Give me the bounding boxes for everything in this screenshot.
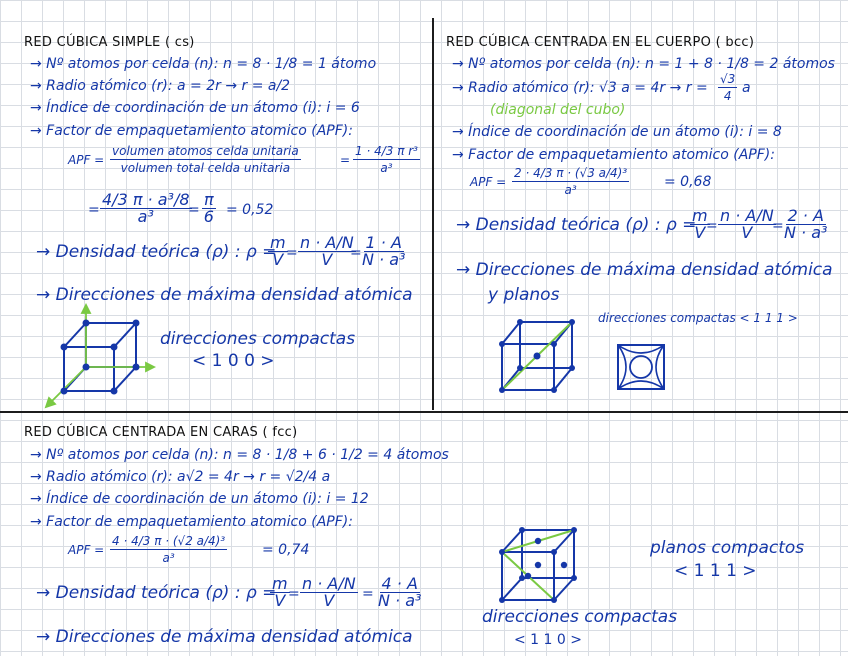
fcc-compact-directions-label: direcciones compactas	[482, 607, 678, 627]
bcc-atoms-per-cell: → Nº atomos por celda (n): n = 1 + 8 · 1/8 = 2 átomos	[452, 56, 835, 72]
bcc-coordination-index: → Índice de coordinación de un átomo (i): i = 8	[452, 124, 782, 140]
sc-unit-cell-diagram	[38, 305, 158, 405]
sc-density-f2	[298, 233, 356, 269]
sc-density-f3-den: N · a³	[362, 250, 406, 269]
sc-density-f2-den: V	[321, 250, 333, 269]
bcc-atomic-radius: → Radio atómico (r): √3 a = 4r → r =	[452, 80, 708, 96]
bcc-radius-fraction	[718, 72, 737, 103]
fcc-density-label: → Densidad teórica (ρ) : ρ =	[36, 583, 277, 603]
bcc-apf-eq: APF =	[470, 175, 507, 189]
sc-apf2-pi-num: π	[204, 190, 214, 209]
sc-compact-directions-label: direcciones compactas	[160, 329, 356, 349]
sc-apf2-eq: =	[88, 202, 100, 218]
fcc-atomic-radius: → Radio atómico (r): a√2 = 4r → r = √2/4 a	[30, 469, 331, 485]
fcc-density-f2-num: n · A/N	[302, 574, 356, 593]
fcc-compact-directions-value: < 1 1 0 >	[514, 632, 582, 648]
bcc-density-f3	[784, 206, 828, 242]
sc-title: RED CÚBICA SIMPLE ( cs)	[24, 35, 195, 50]
fcc-title: RED CÚBICA CENTRADA EN CARAS ( fcc)	[24, 425, 298, 440]
sc-density-eq2: =	[350, 245, 362, 261]
sc-apf-fraction-den: volumen total celda unitaria	[120, 161, 291, 175]
sc-directions-label: → Direcciones de máxima densidad atómica	[36, 285, 413, 305]
sc-apf-fraction-num: volumen atomos celda unitaria	[112, 144, 299, 158]
sc-apf2-fraction	[100, 190, 192, 226]
sc-density-f3-num: 1 · A	[365, 233, 402, 252]
sc-apf2-result: = 0,52	[226, 202, 274, 218]
bcc-density-f2	[718, 206, 776, 242]
fcc-planes-value: < 1 1 1 >	[674, 561, 757, 581]
fcc-apf-den: a³	[162, 551, 175, 565]
fcc-apf-label: → Factor de empaquetamiento atomico (APF):	[30, 514, 353, 530]
sc-apf2-den: a³	[137, 207, 154, 226]
sc-coordination-index: → Índice de coordinación de un átomo (i): i = 6	[30, 100, 360, 116]
bcc-density-f1-num: m	[692, 206, 708, 225]
bcc-title: RED CÚBICA CENTRADA EN EL CUERPO ( bcc)	[446, 35, 755, 50]
sc-atomic-radius: → Radio atómico (r): a = 2r → r = a/2	[30, 78, 291, 94]
bcc-apf-label: → Factor de empaquetamiento atomico (APF):	[452, 147, 775, 163]
sc-apf-rhs-den: a³	[380, 161, 393, 175]
bcc-radius-tail: a	[742, 80, 751, 96]
bcc-density-f2-den: V	[741, 223, 753, 242]
bcc-unit-cell-diagram	[494, 316, 584, 396]
bcc-density-f3-den: N · a³	[784, 223, 828, 242]
bcc-density-f2-num: n · A/N	[720, 206, 774, 225]
fcc-density-f1	[270, 574, 290, 610]
horizontal-divider	[0, 411, 848, 413]
fcc-apf-eq: APF =	[68, 543, 105, 557]
sc-density-f3	[362, 233, 406, 269]
vertical-divider	[432, 18, 434, 410]
sc-apf-fraction	[110, 144, 301, 175]
fcc-density-f1-num: m	[272, 574, 288, 593]
sc-apf2-pi-fraction	[202, 190, 216, 226]
bcc-radius-den: 4	[723, 89, 732, 103]
sc-cube-edges	[64, 323, 136, 391]
fcc-density-f3-den: N · a³	[378, 591, 422, 610]
fcc-coordination-index: → Índice de coordinación de un átomo (i): i = 12	[30, 491, 369, 507]
fcc-apf-fraction	[110, 534, 227, 565]
sc-apf-eq: APF =	[68, 153, 105, 167]
sc-apf-rhs	[353, 144, 420, 175]
sc-apf-eq2: =	[340, 153, 351, 167]
sc-density-f1-den: V	[272, 250, 284, 269]
fcc-density-eq2: =	[362, 586, 374, 602]
bcc-apf-den: a³	[564, 183, 577, 197]
fcc-density-f3	[378, 574, 422, 610]
sc-apf2-pi-den: 6	[203, 207, 214, 226]
sc-apf-label: → Factor de empaquetamiento atomico (APF):	[30, 123, 353, 139]
bcc-density-label: → Densidad teórica (ρ) : ρ =	[456, 215, 697, 235]
bcc-planes-label: y planos	[488, 285, 560, 305]
sc-apf2-mid: =	[188, 202, 200, 218]
bcc-compact-directions: direcciones compactas < 1 1 1 >	[598, 311, 798, 325]
fcc-apf-result: = 0,74	[262, 542, 310, 558]
sc-density-f1-num: m	[270, 233, 286, 252]
bcc-density-f1-den: V	[694, 223, 706, 242]
sc-compact-directions-value: < 1 0 0 >	[192, 351, 275, 371]
bcc-apf-fraction	[512, 166, 629, 197]
bcc-apf-num: 2 · 4/3 π · (√3 a/4)³	[514, 166, 628, 180]
sc-density-f2-num: n · A/N	[300, 233, 354, 252]
bcc-directions-label: → Direcciones de máxima densidad atómica	[456, 260, 833, 280]
fcc-density-f3-num: 4 · A	[381, 574, 418, 593]
bcc-density-eq1: =	[706, 218, 718, 234]
fcc-apf-num: 4 · 4/3 π · (√2 a/4)³	[112, 534, 226, 548]
sc-apf-rhs-num: 1 · 4/3 π r³	[355, 144, 418, 158]
fcc-density-f2-den: V	[323, 591, 335, 610]
fcc-directions-label: → Direcciones de máxima densidad atómica	[36, 627, 413, 647]
bcc-density-f3-num: 2 · A	[787, 206, 824, 225]
sc-density-eq1: =	[286, 245, 298, 261]
sc-apf2-num: 4/3 π · a³/8	[102, 190, 190, 209]
fcc-density-f1-den: V	[274, 591, 286, 610]
bcc-diagonal-note: (diagonal del cubo)	[490, 102, 626, 118]
bcc-plane-diagram	[616, 343, 666, 391]
sc-atoms-per-cell: → Nº atomos por celda (n): n = 8 · 1/8 = 1 átomo	[30, 56, 377, 72]
bcc-density-eq2: =	[772, 218, 784, 234]
fcc-density-eq1: =	[288, 586, 300, 602]
fcc-planes-label: planos compactos	[650, 538, 805, 558]
bcc-radius-num: √3	[720, 72, 736, 86]
bcc-apf-result: = 0,68	[664, 174, 712, 190]
fcc-atoms-per-cell: → Nº atomos por celda (n): n = 8 · 1/8 + 6 · 1/2 = 4 átomos	[30, 447, 449, 463]
fcc-density-f2	[300, 574, 358, 610]
fcc-unit-cell-diagram	[494, 524, 584, 606]
sc-density-f1	[268, 233, 288, 269]
sc-density-label: → Densidad teórica (ρ) : ρ =	[36, 242, 277, 262]
